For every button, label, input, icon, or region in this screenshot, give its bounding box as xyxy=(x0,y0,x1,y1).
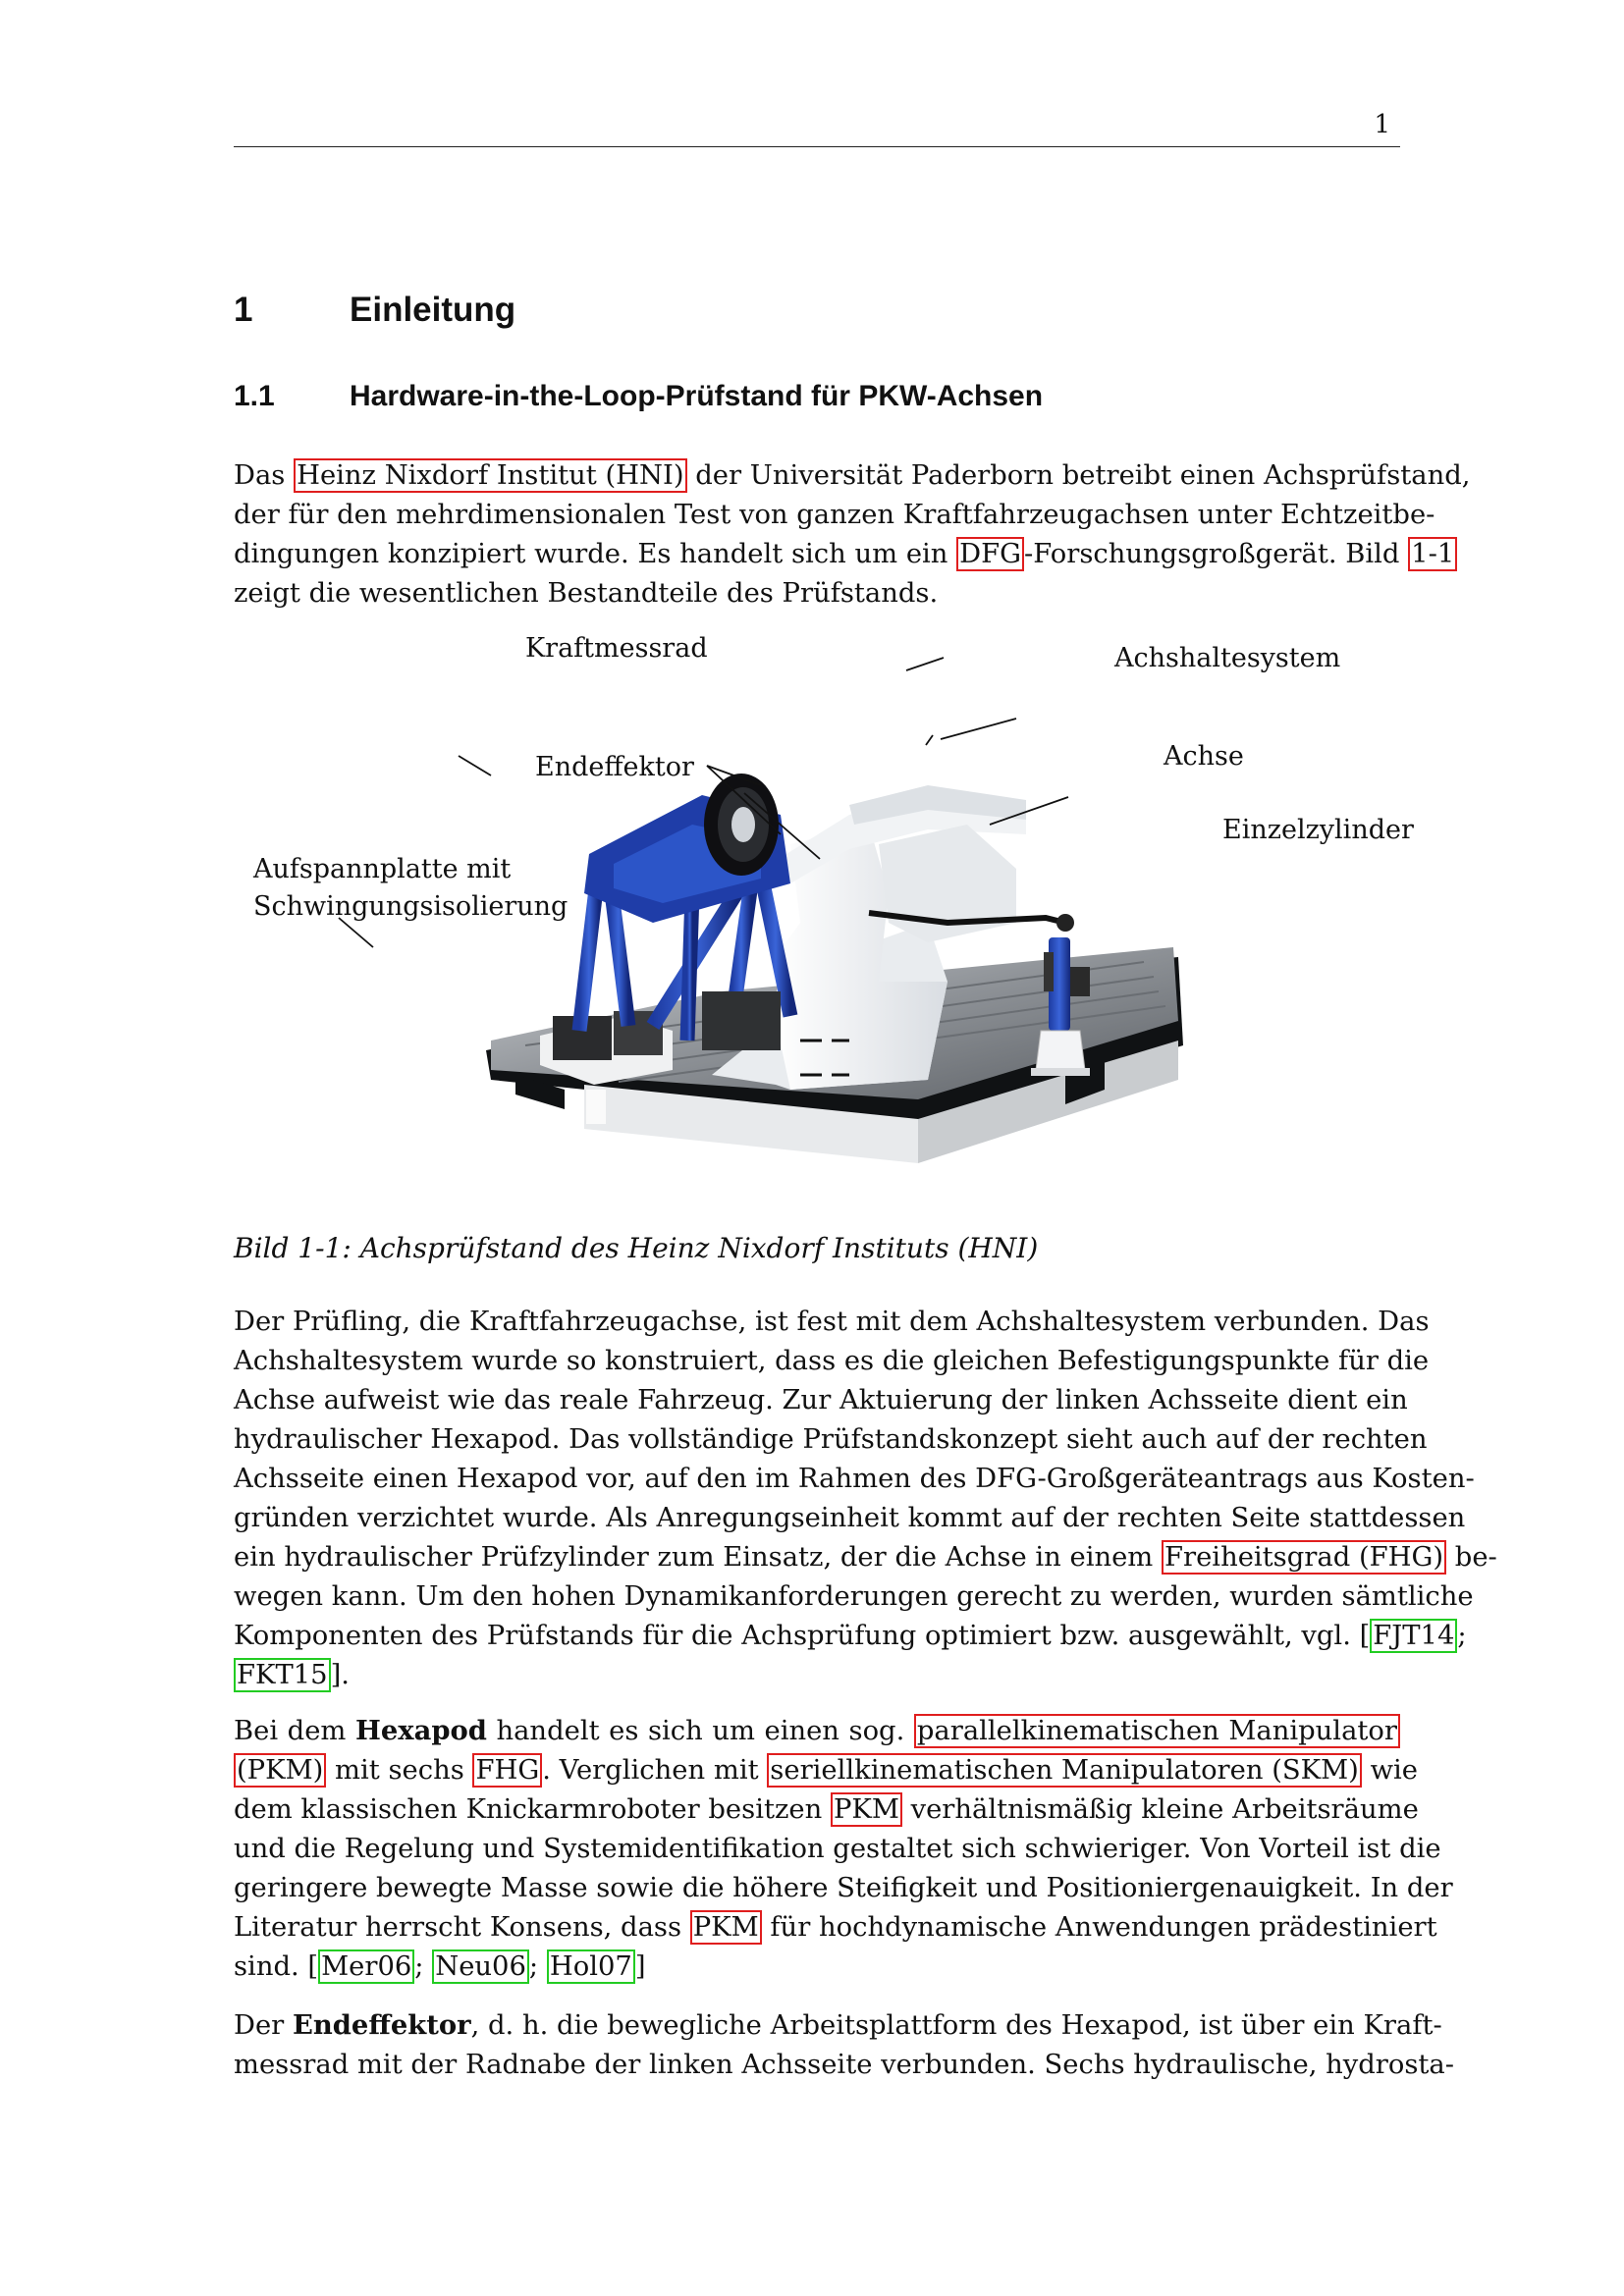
section-number: 1.1 xyxy=(234,380,275,412)
figure-achspruefstand xyxy=(241,628,1414,1178)
label-aufspannplatte-1: Aufspannplatte mit xyxy=(253,854,512,884)
link-skm[interactable]: seriellkinematischen Manipulatoren (SKM) xyxy=(767,1753,1362,1788)
text-line: messrad mit der Radnabe der linken Achsseite verbunden. Sechs hydraulische, hydrosta- xyxy=(234,2050,1454,2080)
label-endeffektor: Endeffektor xyxy=(535,752,694,782)
chapter-title: Einleitung xyxy=(350,291,516,329)
label-einzelzylinder: Einzelzylinder xyxy=(1222,815,1414,845)
link-pkm-full[interactable]: parallelkinematischen Manipulator xyxy=(914,1714,1400,1748)
page-number: 1 xyxy=(1374,110,1390,139)
label-achse: Achse xyxy=(1164,741,1244,772)
text-line: Der Endeffektor, d. h. die bewegliche Arbeitsplattform des Hexapod, ist über ein Kraft- xyxy=(234,2009,1442,2041)
link-pkm-abbr[interactable]: (PKM) xyxy=(234,1753,326,1788)
link-figure-1-1[interactable]: 1-1 xyxy=(1408,537,1457,571)
text-line: sind. [ Mer06 ; Neu06 ; Hol07 ] xyxy=(234,1951,646,1982)
cite-fjt14[interactable]: FJT14 xyxy=(1370,1619,1457,1653)
text-line: und die Regelung und Systemidentifikation gestaltet sich schwieriger. Von Vorteil ist die xyxy=(234,1834,1441,1864)
text-line: gründen verzichtet wurde. Als Anregungseinheit kommt auf der rechten Seite stattdessen xyxy=(234,1503,1466,1533)
text-line: Der Prüfling, die Kraftfahrzeugachse, ist fest mit dem Achshaltesystem verbunden. Das xyxy=(234,1307,1430,1337)
text-line: dem klassischen Knickarmroboter besitzen PKM verhältnismäßig kleine Arbeitsräume xyxy=(234,1794,1419,1825)
link-hni[interactable]: Heinz Nixdorf Institut (HNI) xyxy=(294,458,686,493)
link-dfg[interactable]: DFG xyxy=(956,537,1024,571)
text-line: FKT15 ]. xyxy=(234,1656,1400,1695)
cite-fkt15[interactable]: FKT15 xyxy=(234,1658,331,1692)
chapter-number: 1 xyxy=(234,291,253,329)
text-line: Komponenten des Prüfstands für die Achsprüfung optimiert bzw. ausgewählt, vgl. [ FJT14 ; xyxy=(234,1621,1467,1651)
text-line: Literatur herrscht Konsens, dass PKM für hochdynamische Anwendungen prädestiniert xyxy=(234,1912,1437,1943)
text-line: geringere bewegte Masse sowie die höhere Steifigkeit und Positioniergenauigkeit. In der xyxy=(234,1873,1453,1903)
text-line: (PKM) mit sechs FHG . Verglichen mit seriellkinematischen Manipulatoren (SKM) wie xyxy=(234,1751,1400,1790)
link-freiheitsgrad[interactable]: Freiheitsgrad (FHG) xyxy=(1162,1540,1446,1575)
text-line: Achshaltesystem wurde so konstruiert, dass es die gleichen Befestigungspunkte für die xyxy=(234,1346,1430,1376)
caption-text: : Achsprüfstand des Heinz Nixdorf Instituts (HNI) xyxy=(342,1232,1039,1264)
header-rule xyxy=(234,146,1400,147)
section-heading xyxy=(234,380,1043,413)
label-aufspannplatte-2: Schwingungsisolierung xyxy=(253,891,568,922)
text-line: dingungen konzipiert wurde. Es handelt sich um ein DFG -Forschungsgroßgerät. Bild 1-1 xyxy=(234,535,1400,574)
text-line: der für den mehrdimensionalen Test von ganzen Kraftfahrzeugachsen unter Echtzeitbe- xyxy=(234,500,1435,530)
label-kraftmessrad: Kraftmessrad xyxy=(525,633,708,664)
chapter-heading xyxy=(234,291,515,330)
paragraph-endeffektor xyxy=(234,2005,1454,2085)
cite-mer06[interactable]: Mer06 xyxy=(318,1949,414,1984)
text-line: hydraulischer Hexapod. Das vollständige Prüfstandskonzept sieht auch auf der rechten xyxy=(234,1424,1428,1455)
section-title: Hardware-in-the-Loop-Prüfstand für PKW-Achsen xyxy=(350,380,1044,412)
text-line: Achse aufweist wie das reale Fahrzeug. Zur Aktuierung der linken Achsseite dient ein xyxy=(234,1385,1408,1415)
text-line: Das Heinz Nixdorf Institut (HNI) der Universität Paderborn betreibt einen Achsprüfstand, xyxy=(234,460,1471,491)
text-line: ein hydraulischer Prüfzylinder zum Einsatz, der die Achse in einem Freiheitsgrad (FHG) be- xyxy=(234,1542,1497,1573)
label-achshaltesystem: Achshaltesystem xyxy=(1114,643,1341,673)
paragraph-pruefling xyxy=(234,1303,1497,1695)
cite-hol07[interactable]: Hol07 xyxy=(547,1949,635,1984)
link-fhg[interactable]: FHG xyxy=(472,1753,542,1788)
caption-prefix: Bild 1-1 xyxy=(234,1232,343,1264)
link-pkm[interactable]: PKM xyxy=(831,1792,902,1827)
cite-neu06[interactable]: Neu06 xyxy=(432,1949,529,1984)
text-line: wegen kann. Um den hohen Dynamikanforderungen gerecht zu werden, wurden sämtliche xyxy=(234,1581,1474,1612)
text-line: Achsseite einen Hexapod vor, auf den im Rahmen des DFG-Großgeräteantrags aus Kosten- xyxy=(234,1464,1475,1494)
paragraph-intro xyxy=(234,456,1471,614)
paragraph-hexapod xyxy=(234,1711,1453,1987)
text-line: Bei dem Hexapod handelt es sich um einen sog. parallelkinematischen Manipulator xyxy=(234,1711,1400,1751)
figure-caption xyxy=(234,1232,1038,1264)
text-line: zeigt die wesentlichen Bestandteile des Prüfstands. xyxy=(234,578,939,609)
link-pkm-2[interactable]: PKM xyxy=(690,1910,762,1945)
